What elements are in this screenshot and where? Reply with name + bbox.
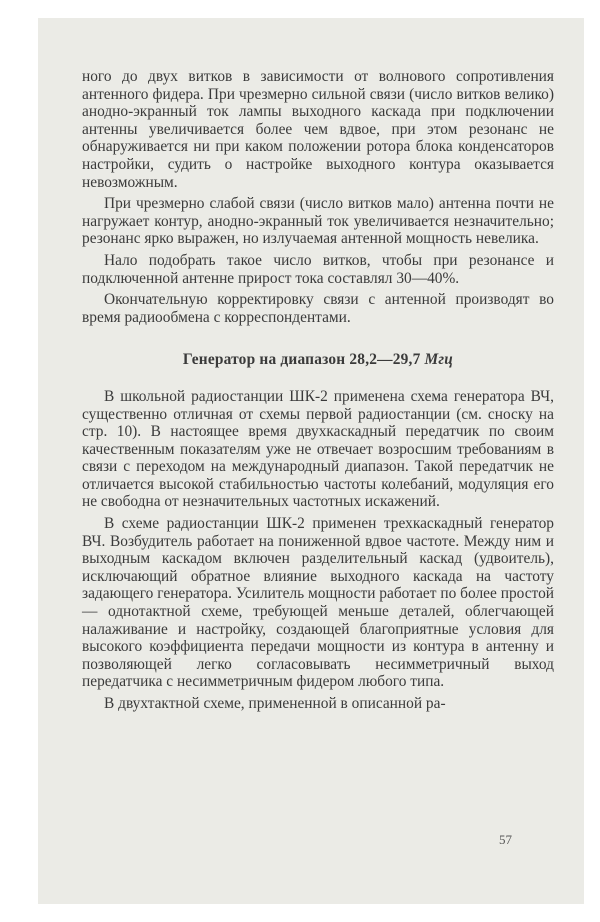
paragraph-turns-selection: Нало подобрать такое число витков, чтобы при резонансе и подключенной антенне прирост тока составлял 30—40%.	[82, 251, 554, 287]
section-heading	[82, 351, 554, 369]
section-heading-text: Генератор на диапазон 28,2—29,7	[182, 351, 421, 369]
paragraph-weak-coupling: При чрезмерно слабой связи (число витков мало) антенна почти не нагружает контур, анодно-экранный ток увеличивается незначительно; резонанс ярко выражен, но излучаемая антенной мощность невелика.	[82, 195, 554, 248]
book-page	[38, 18, 584, 904]
paragraph-school-station: В школьной радиостанции ШК-2 применена схема генератора ВЧ, существенно отличная от схемы первой радиостанции (см. сноску на стр. 10). В настоящее время двухкаскадный передатчик по своим качественным показателям уже не отвечает возросшим требованиям в связи с переходом на международный диапазон. Такой передатчик не отличается высокой стабильностью частоты колебаний, модуляция его не свободна от незначительных частотных искажений.	[82, 387, 554, 511]
page-number: 57	[499, 832, 512, 847]
paragraph-three-stage: В схеме радиостанции ШК-2 применен трехкаскадный генератор ВЧ. Возбудитель работает на пониженной вдвое частоте. Между ним и выходным каскадом включен разделительный каскад (удвоитель), исключающий обратное влияние выходного каскада на частоту задающего генератора. Усилитель мощности работает по более простой — однотактной схеме, требующей меньше деталей, облегчающей налаживание и настройку, создающей благоприятные условия для высокого коэффициента передачи мощности из контура в антенну и позволяющей легко согласовывать несимметричный выход передатчика с несимметричным фидером любого типа.	[82, 515, 554, 691]
paragraph-continuation: ного до двух витков в зависимости от волнового сопротивления антенного фидера. При чрезмерно сильной связи (число витков велико) анодно-экранный ток лампы выходного каскада при подключении антенны увеличивается более чем вдвое, при этом резонанс не обнаруживается ни при каком положении ротора блока конденсаторов настройки, судить о настройке выходного контура оказывается невозможным.	[82, 68, 554, 191]
paragraph-push-pull: В двухтактной схеме, примененной в описанной ра-	[104, 695, 446, 712]
page-text	[82, 68, 554, 717]
paragraph-final-adjustment: Окончательную корректировку связи с антенной производят во время радиообмена с корреспондентами.	[82, 291, 554, 326]
section-heading-unit: Мгц	[424, 351, 454, 369]
